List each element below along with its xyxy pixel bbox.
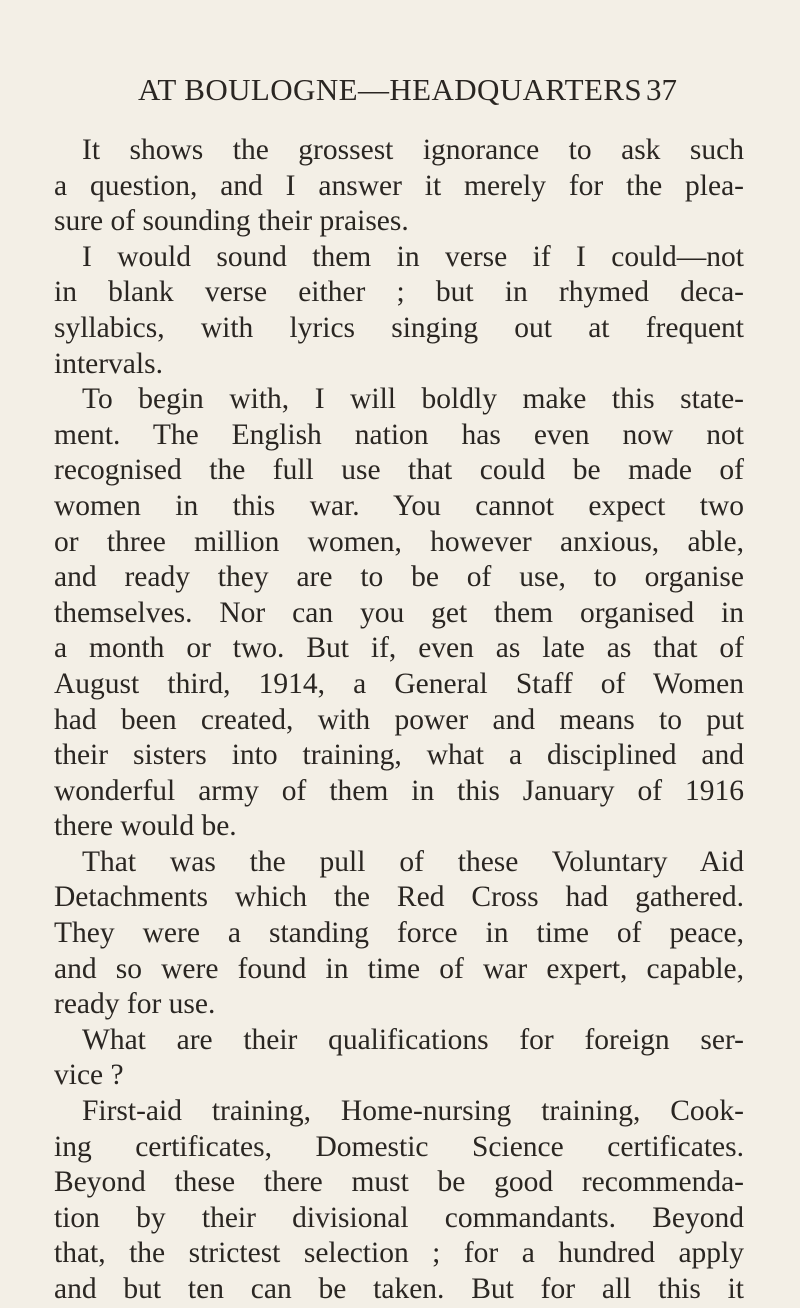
text-line: ready for use. [54, 988, 216, 1021]
text-line: syllabics, with lyrics singing out at frequent [54, 311, 744, 344]
text-line: They were a standing force in time of peace, [54, 917, 744, 950]
text-line: Detachments which the Red Cross had gathered. [54, 881, 744, 914]
page-number: 37 [646, 72, 677, 107]
text-line: women in this war. You cannot expect two [54, 489, 744, 522]
text-line: a month or two. But if, even as late as that of [54, 632, 744, 665]
text-line: and ready they are to be of use, to organise [54, 561, 744, 594]
text-line: Beyond these there must be good recommenda- [54, 1166, 744, 1199]
text-line: I would sound them in verse if I could—not [82, 240, 744, 273]
text-line: vice ? [54, 1059, 124, 1092]
text-line: or three million women, however anxious, able, [54, 525, 744, 558]
text-line: their sisters into training, what a disciplined and [54, 739, 744, 772]
text-line: and but ten can be taken. But for all this it [54, 1273, 744, 1305]
text-line: It shows the grossest ignorance to ask such [82, 134, 744, 166]
text-line: that, the strictest selection ; for a hundred apply [54, 1237, 744, 1270]
text-line: and so were found in time of war expert, capable, [54, 952, 744, 985]
text-line: recognised the full use that could be made of [54, 454, 744, 487]
text-line: a question, and I answer it merely for the plea- [54, 169, 744, 202]
text-line: themselves. Nor can you get them organised in [54, 596, 744, 629]
text-line: in blank verse either ; but in rhymed deca- [54, 276, 744, 309]
text-line: ing certificates, Domestic Science certificates. [54, 1130, 744, 1163]
text-line: What are their qualifications for foreign ser- [82, 1023, 744, 1056]
running-head [0, 72, 800, 116]
text-line: First-aid training, Home-nursing training, Cook- [82, 1095, 744, 1128]
text-line: had been created, with power and means to put [54, 703, 744, 736]
text-line: wonderful army of them in this January of 1916 [54, 774, 744, 807]
text-line: there would be. [54, 810, 237, 843]
text-line: tion by their divisional commandants. Beyond [54, 1201, 744, 1234]
text-line: To begin with, I will boldly make this state- [82, 383, 744, 416]
running-head-title: AT BOULOGNE—HEADQUARTERS [138, 72, 643, 107]
body-text [54, 133, 744, 1308]
text-line: That was the pull of these Voluntary Aid [82, 845, 744, 878]
text-line: intervals. [54, 347, 163, 380]
text-line: August third, 1914, a General Staff of Women [54, 667, 744, 700]
text-line: sure of sounding their praises. [54, 205, 409, 238]
text-line: ment. The English nation has even now not [54, 418, 744, 451]
